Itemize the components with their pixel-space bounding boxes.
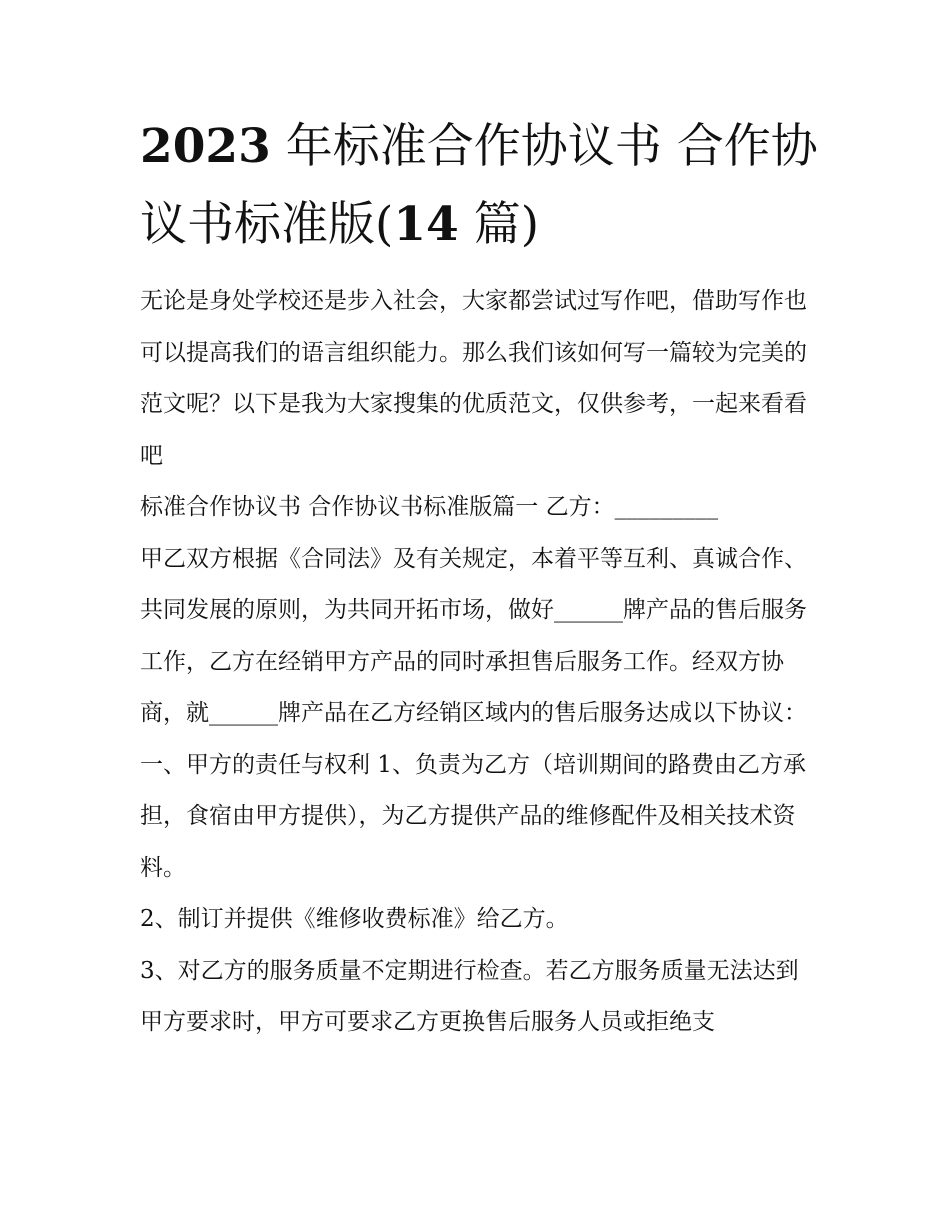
paragraph-preamble: 甲乙双方根据《合同法》及有关规定，本着平等互利、真诚合作、共同发展的原则，为共同开拓市场，做好______牌产品的售后服务工作，乙方在经销甲方产品的同时承担售后服务工作。经双方协商，就______牌产品在乙方经销区域内的售后服务达成以下协议： bbox=[140, 545, 807, 726]
title-text: 年标准合作协议书 合作协议书标准版( bbox=[140, 119, 818, 252]
paragraph-clause-1: 一、甲方的责任与权利 1、负责为乙方（培训期间的路费由乙方承担，食宿由甲方提供），为乙方提供产品的维修配件及相关技术资料。 bbox=[140, 751, 806, 881]
document-body bbox=[140, 276, 820, 1049]
title-end: 篇) bbox=[458, 197, 540, 252]
paragraph-intro: 无论是身处学校还是步入社会，大家都尝试过写作吧，借助写作也可以提高我们的语言组织能力。那么我们该如何写一篇较为完美的范文呢？以下是我为大家搜集的优质范文，仅供参考，一起来看看吧 bbox=[140, 288, 807, 469]
title-count: 14 bbox=[393, 197, 459, 252]
paragraph-clause-3: 3、对乙方的服务质量不定期进行检查。若乙方服务质量无法达到甲方要求时，甲方可要求乙方更换售后服务人员或拒绝支 bbox=[140, 957, 799, 1035]
document-title bbox=[140, 108, 820, 264]
title-year: 2023 bbox=[140, 119, 271, 174]
paragraph-section-heading: 标准合作协议书 合作协议书标准版篇一 乙方：_________ bbox=[140, 494, 719, 520]
paragraph-clause-2: 2、制订并提供《维修收费标准》给乙方。 bbox=[140, 906, 569, 932]
